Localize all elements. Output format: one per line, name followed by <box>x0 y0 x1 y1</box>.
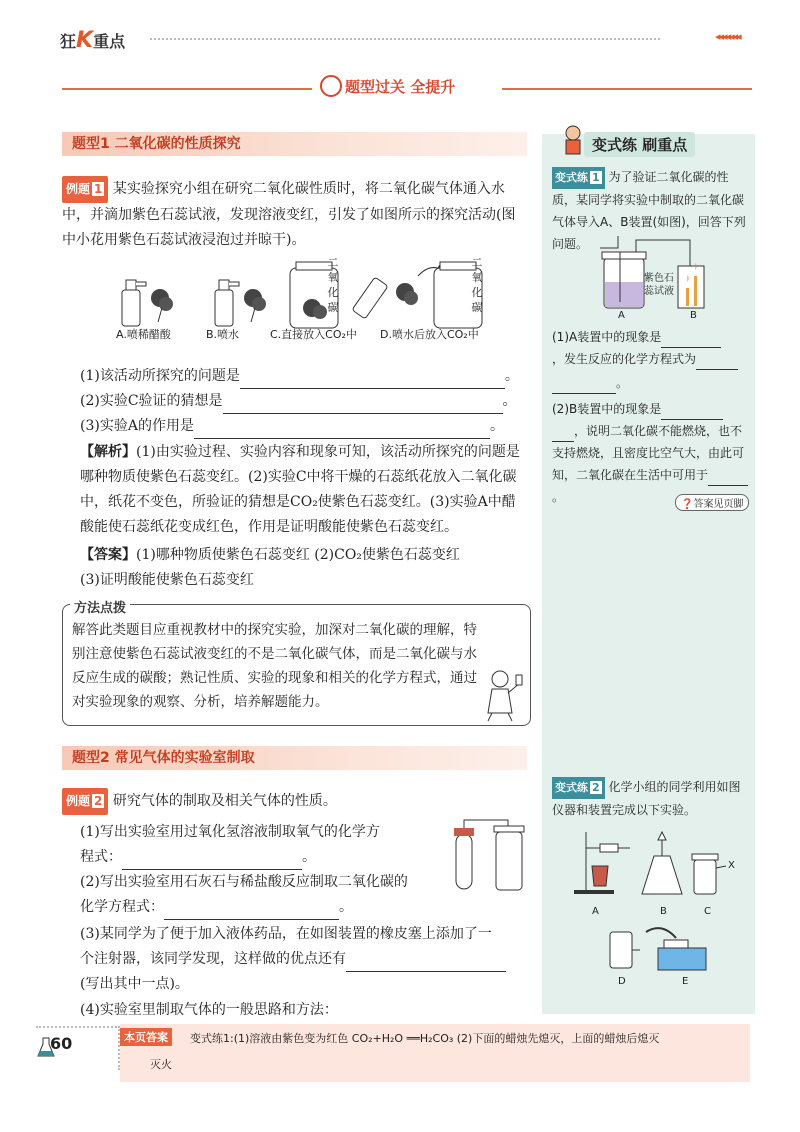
answer-blank[interactable] <box>164 903 339 920</box>
ex1-q2: (2)实验C验证的猜想是 。 <box>80 389 517 414</box>
brand-logo: 狂K重点 <box>60 28 126 53</box>
see-answer-badge[interactable]: ❓答案见页脚 <box>675 494 749 511</box>
v1-tag: 变式练 1 <box>552 167 605 189</box>
flower-a-icon <box>151 289 173 322</box>
v2-label-x: X <box>728 860 735 871</box>
answer-blank[interactable] <box>122 853 302 870</box>
caption-d: D.喷水后放入CO₂中 <box>380 328 479 341</box>
ex2-q1b: 程式： 。 <box>80 845 316 870</box>
scientist-icon <box>478 665 526 723</box>
flower-d-icon <box>396 283 418 305</box>
page-number: 60 <box>50 1034 73 1053</box>
answer-blank[interactable] <box>552 377 616 394</box>
v2-label-e: E <box>682 976 689 987</box>
answer-blank[interactable] <box>552 425 574 442</box>
ex1-answer: 【答案】(1)哪种物质使紫色石蕊变红 (2)CO₂使紫色石蕊变红 <box>80 547 460 563</box>
v2-label-d: D <box>618 976 626 987</box>
co2-label-d: 二氧化碳 <box>471 256 483 314</box>
answer-blank[interactable] <box>696 353 738 370</box>
spray-bottle-d-icon <box>352 277 388 319</box>
caption-b: B.喷水 <box>206 328 240 341</box>
hint-icon: ❓ <box>681 499 694 510</box>
ex2-q3b: 个注射器，该同学发现，这样做的优点还有 <box>80 947 506 972</box>
caption-c: C.直接放入CO₂中 <box>270 328 357 341</box>
caption-a: A.喷稀醋酸 <box>116 328 171 341</box>
gas-generator-figure <box>448 814 533 894</box>
ex2-q1a: (1)写出实验室用过氧化氢溶液制取氧气的化学方 <box>80 824 380 840</box>
example1-stem: 例题 1 某实验探究小组在研究二氧化碳性质时，将二氧化碳气体通入水中，并滴加紫色石蕊试液，发现溶液变红，引发了如图所示的探究活动(图中小花用紫色石蕊试液浸泡过并晾干)。 <box>62 176 527 253</box>
answer-blank[interactable] <box>240 372 505 389</box>
answer-blank[interactable] <box>661 403 723 420</box>
v1-label-a: A <box>618 310 625 321</box>
v1-q2b: ，说明二氧化碳不能燃烧，也不支持燃烧，且密度比空气大，由此可知，二氧化碳在生活中可用于。 <box>552 420 750 508</box>
method-text: 解答此类题目应重视教材中的探究实验，加深对二氧化碳的理解，特别注意使紫色石蕊试液变红的不是二氧化碳气体，而是二氧化碳与水反应生成的碳酸；熟记性质、实验的现象和相关的化学方程式，通过对实验现象的观察、分析，培养解题能力。 <box>72 622 477 710</box>
example2-stem: 例题 2 研究气体的制取及相关气体的性质。 <box>62 788 527 815</box>
footer-answer-tag: 本页答案 <box>120 1028 172 1046</box>
answer-blank[interactable] <box>223 397 503 414</box>
answer-blank[interactable] <box>661 331 721 348</box>
header-arrows-icon: ◂◂◂◂◂◂◂ <box>715 30 740 43</box>
ex2-q3a: (3)某同学为了便于加入液体药品，在如图装置的橡皮塞上添加了一 <box>80 926 492 942</box>
v2-label-c: C <box>704 906 711 917</box>
sidebar-heading: 变式练 刷重点 <box>584 132 695 157</box>
spray-bottle-a-icon <box>122 280 146 326</box>
v2-label-a: A <box>592 906 599 917</box>
ex1-analysis: 【解析】(1)由实验过程、实验内容和现象可知，该活动所探究的问题是哪种物质使紫色石蕊变红。(2)实验C中将干燥的石蕊纸花放入二氧化碳中，纸花不变色，所验证的猜想是CO₂使紫色石蕊变红。(3)实验A中醋酸能使石蕊纸花变成红色，作用是证明酸能使紫色石蕊变红。 <box>80 444 520 535</box>
ex1-q3: (3)实验A的作用是 。 <box>80 414 504 439</box>
v2-tag: 变式练 2 <box>552 777 605 799</box>
co2-label-c: 二氧化碳 <box>327 256 339 314</box>
example2-tag: 例题 2 <box>62 788 108 815</box>
answer-blank[interactable] <box>708 469 748 486</box>
spray-bottle-b-icon <box>215 280 239 326</box>
ex2-q2a: (2)写出实验室用石灰石与稀盐酸反应制取二氧化碳的 <box>80 874 408 890</box>
footer-answer-text: 变式练1:(1)溶液由紫色变为红色 CO₂+H₂O ══H₂CO₃ (2)下面的蜡烛先熄灭，上面的蜡烛后熄灭 <box>190 1032 660 1045</box>
example1-tag: 例题 1 <box>62 176 108 203</box>
answer-blank[interactable] <box>346 955 506 972</box>
section-icon <box>320 75 342 97</box>
mascot-icon <box>560 124 586 156</box>
v1-label-b: B <box>690 310 697 321</box>
v2-label-b: B <box>660 906 667 917</box>
ex2-q3c: (写出其中一点)。 <box>80 976 189 992</box>
footer-answer-text-line2: 灭火 <box>150 1058 172 1071</box>
section-title: 题型过关 全提升 <box>312 76 463 99</box>
method-label: 方法点拨 <box>70 597 130 616</box>
ex1-answer-line2: (3)证明酸能使紫色石蕊变红 <box>80 572 254 588</box>
answer-blank[interactable] <box>194 422 490 439</box>
ex2-q2b: 化学方程式： 。 <box>80 895 353 920</box>
ex1-q1: (1)该活动所探究的问题是 。 <box>80 364 519 389</box>
topic1-heading: 题型1 二氧化碳的性质探究 <box>62 132 527 156</box>
ex2-q4: (4)实验室里制取气体的一般思路和方法： <box>80 1002 338 1018</box>
v1-q1c: 。 <box>552 372 750 394</box>
topic2-heading: 题型2 常见气体的实验室制取 <box>62 746 527 770</box>
v1-q2: (2)B装置中的现象是 <box>552 398 750 420</box>
v1-litmus-label: 紫色石蕊试液 <box>644 273 674 297</box>
flower-b-icon <box>244 289 266 322</box>
v1-q1b: ，发生反应的化学方程式为 <box>552 348 750 370</box>
header-divider <box>150 38 660 40</box>
v1-stem: 变式练 1 为了验证二氧化碳的性质，某同学将实验中制取的二氧化碳气体导入A、B装置(如图)，回答下列问题。 <box>552 166 750 255</box>
v2-stem: 变式练 2 化学小组的同学利用如图仪器和装置完成以下实验。 <box>552 776 750 821</box>
v1-q1: (1)A装置中的现象是 <box>552 326 750 348</box>
